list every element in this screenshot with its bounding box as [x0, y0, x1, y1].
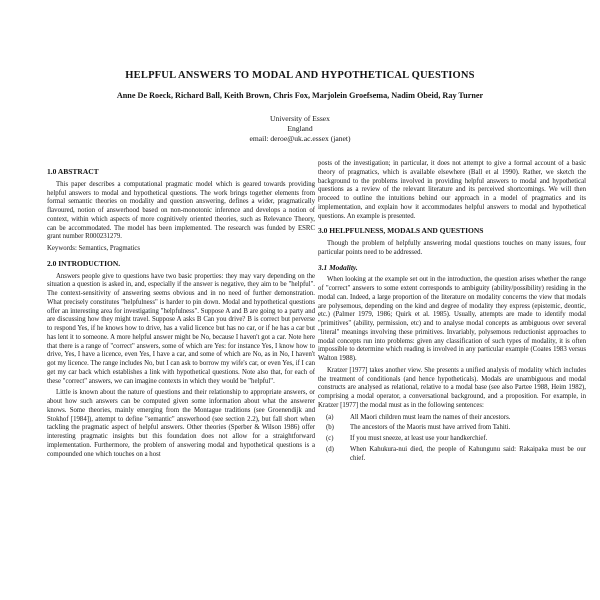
country: England	[287, 124, 313, 133]
example-text: The ancestors of the Maoris must have arrived from Tahiti.	[350, 424, 511, 432]
example-item	[318, 424, 586, 433]
section-heading-helpfulness: 3.0 HELPFULNESS, MODALS AND QUESTIONS	[318, 226, 484, 236]
email-address: email: deroe@uk.ac.essex (janet)	[249, 134, 351, 143]
keywords: Keywords: Semantics, Pragmatics	[47, 245, 141, 252]
subsection-heading-modality: 3.1 Modality.	[318, 262, 358, 272]
example-list	[318, 414, 586, 464]
introduction-paragraph: Answers people give to questions have two basic properties: they may vary depending on the situation a question is asked in, and, especially if the answer is negative, they aim to be "helpful". The context-sensitivity of answering seems obvious and in no need of further demonstration. What precisely constitutes "helpfulness" is harder to pin down. Modal and hypothetical questions offer an interesting area for investigating "helpfulness". Suppose A and B are going to a party and are discussing how they might travel. Suppose A asks B Can you drive? B is correct but perverse to respond Yes, if he knows how to drive, has a valid licence but has no car, or if he has a car but has lent it to someone. A more helpful answer might be No, because I haven't got a car. Note here that there is a range of "correct" answers, some of which are Yes: for instance Yes, I know how to drive, Yes, I have a licence, even Yes, I have a car, and some of which are No, as in No, I haven't got my licence. The range includes No, but I can ask to borrow my wife's car, or even Yes, if I can get my car back which establishes a link with hypothetical questions. Note also that, for each of these "correct" answers, we can imagine contexts in which they would be "helpful".	[47, 272, 315, 385]
introduction-paragraph: Little is known about the nature of questions and their relationship to appropriate answers, or about how such answers can be computed given some information about what the answerer knows. Some theories, mainly emerging from the Montague traditions (see Groenendijk and Stokhof [1984]), attempt to define "semantic" answerhood (see section 2.2), but fall short when tackling the pragmatic aspect of helpful answers. Other theories (Sperber & Wilson 1986) offer interesting pragmatic insights but this foundation does not allow for a straightforward implementation. Furthermore, the problem of answering modal and hypothetical questions is a compounded one which touches on a host	[47, 389, 315, 458]
example-label: (a)	[326, 413, 334, 421]
paper-title: HELPFUL ANSWERS TO MODAL AND HYPOTHETICAL QUESTIONS	[125, 70, 475, 81]
example-item	[318, 446, 586, 464]
example-label: (d)	[326, 445, 334, 453]
body-paragraph: posts of the investigation; in particular, it does not attempt to give a formal account of a basic theory of pragmatics, which is available elsewhere (Ball et al 1990). Rather, we sketch the background to the problems involved in providing helpful answers to modal and hypothetical questions as a review of the relevant literature and its perceived shortcomings. We will then proceed to outline the intuitions behind our approach in a model of pragmatics and its implementation, and explain how it accommodates helpful answers to modal and hypothetical questions. An example is presented.	[318, 160, 586, 220]
affiliation-block	[0, 114, 600, 144]
body-paragraph: Kratzer [1977] takes another view. She presents a unified analysis of modality which includes the treatment of conditionals (and hence hypotheticals). Modals are unambiguous and modal constructs are analysed as relational, relative to a modal base (see also Partee 1988, Heim 1982), comprising a modal operator, a conversational background, and a proposition. For example, in Kratzer [1977] the modal must as in the following sentences:	[318, 366, 586, 409]
abstract-heading: 1.0 ABSTRACT	[47, 167, 99, 176]
example-item	[318, 435, 586, 444]
example-label: (b)	[326, 424, 334, 432]
institution: University of Essex	[270, 114, 330, 123]
left-column	[47, 162, 315, 600]
example-text: All Maori children must learn the names of their ancestors.	[350, 413, 511, 421]
example-item	[318, 414, 586, 423]
author-list: Anne De Roeck, Richard Ball, Keith Brown, Chris Fox, Marjolein Groefsema, Nadim Obeid, Ray Turner	[116, 91, 484, 100]
example-text: When Kahukura-nui died, the people of Kahungunu said: Rakaipaka must be our chief.	[350, 445, 586, 462]
body-paragraph: Though the problem of helpfully answering modal questions touches on many issues, four particular points need to be addressed.	[318, 240, 586, 256]
body-paragraph: When looking at the example set out in the introduction, the question arises whether the range of "correct" answers to some extent corresponds to ambiguity (ability/possibility) residing in the modal can. Indeed, a large proportion of the literature on modality concerns the view that modals are polysemous, depending on the kind and degree of modality they express (epistemic, deontic, etc.) (Palmer 1979, 1986; Quirk et al. 1985). Usually, attempts are made to identify modal "primitives" (ability, permission, etc) and to analyse modal concepts as ambiguous over several "literal" meanings involving these primitives. Invariably, polysemous reductionist approaches to modal concepts run into problems: given any classification of such types of modality, it is often impossible to determine which reading is involved in any particular example (Coates 1983 versus Walton 1988).	[318, 276, 586, 362]
introduction-heading: 2.0 INTRODUCTION.	[47, 258, 121, 268]
abstract-text: This paper describes a computational pragmatic model which is geared towards providing helpful answers to modal and hypothetical questions. The work brings together elements from formal semantic theories on modality and question answering, defines a wider, pragmatically flavoured, notion of answerhood based on non-monotonic inference and develops a notion of context, within which aspects of more cognitively oriented theories, such as Relevance Theory, can be accommodated. The model has been implemented. The research was funded by ESRC grant number R000231279.	[47, 180, 315, 241]
right-column	[318, 160, 586, 598]
example-label: (c)	[326, 435, 334, 442]
example-text: If you must sneeze, at least use your handkerchief.	[350, 435, 488, 442]
